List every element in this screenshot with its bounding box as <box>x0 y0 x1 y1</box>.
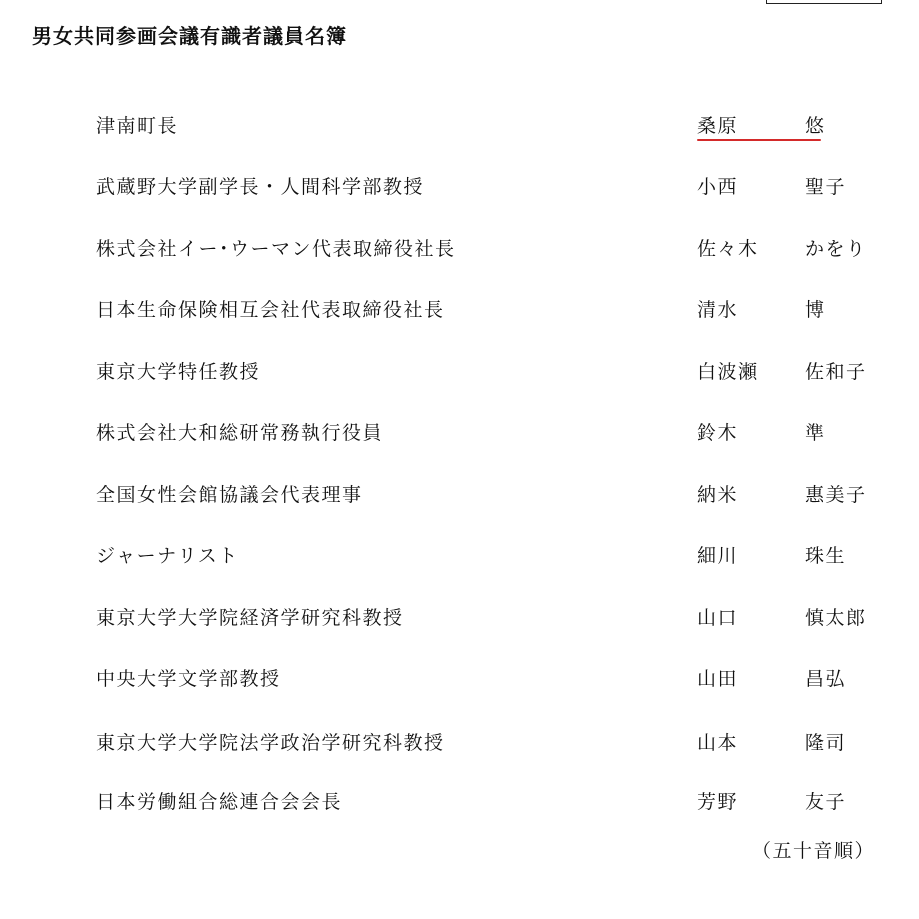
member-position: 株式会社イー･ウーマン代表取締役社長 <box>96 238 456 260</box>
member-surname: 山田 <box>697 668 739 690</box>
member-row <box>0 480 919 510</box>
member-row <box>0 295 919 325</box>
member-position: 日本生命保険相互会社代表取締役社長 <box>96 299 445 321</box>
member-given-name: 友子 <box>805 791 847 813</box>
member-position: 東京大学特任教授 <box>96 361 261 383</box>
member-surname: 山本 <box>697 732 739 754</box>
member-given-name: 聖子 <box>805 176 847 198</box>
member-given-name: 佐和子 <box>805 361 867 383</box>
member-given-name: 隆司 <box>805 732 847 754</box>
member-surname: 佐々木 <box>697 238 759 260</box>
member-given-name: 博 <box>805 299 826 321</box>
member-given-name: 慎太郎 <box>805 607 867 629</box>
member-row <box>0 357 919 387</box>
member-surname: 桑原 <box>697 115 739 137</box>
member-given-name: 珠生 <box>805 545 847 567</box>
member-surname: 山口 <box>697 607 739 629</box>
member-given-name: 昌弘 <box>805 668 847 690</box>
member-surname: 清水 <box>697 299 739 321</box>
member-given-name: 悠 <box>805 115 826 137</box>
member-row <box>0 234 919 264</box>
member-position: 株式会社大和総研常務執行役員 <box>96 422 384 444</box>
member-position: 日本労働組合総連合会会長 <box>96 791 343 813</box>
member-position: 武蔵野大学副学長・人間科学部教授 <box>96 176 425 198</box>
order-note: （五十音順） <box>752 840 876 862</box>
member-position: 全国女性会館協議会代表理事 <box>96 484 363 506</box>
member-surname: 細川 <box>697 545 739 567</box>
red-underline-mark <box>697 139 821 141</box>
member-given-name: 惠美子 <box>805 484 867 506</box>
member-row <box>0 172 919 202</box>
member-surname: 鈴木 <box>697 422 739 444</box>
member-surname: 納米 <box>697 484 739 506</box>
member-position: 津南町長 <box>96 115 179 137</box>
member-row <box>0 728 919 758</box>
member-surname: 白波瀬 <box>697 361 759 383</box>
member-row <box>0 664 919 694</box>
member-row <box>0 418 919 448</box>
member-surname: 小西 <box>697 176 739 198</box>
member-row <box>0 787 919 817</box>
member-row <box>0 111 919 141</box>
member-row <box>0 541 919 571</box>
member-row <box>0 603 919 633</box>
page-title: 男女共同参画会議有識者議員名簿 <box>32 24 347 48</box>
member-position: 中央大学文学部教授 <box>96 668 281 690</box>
member-position: 東京大学大学院法学政治学研究科教授 <box>96 732 445 754</box>
member-position: 東京大学大学院経済学研究科教授 <box>96 607 404 629</box>
member-given-name: かをり <box>805 238 867 260</box>
member-given-name: 準 <box>805 422 826 444</box>
member-surname: 芳野 <box>697 791 739 813</box>
member-position: ジャーナリスト <box>96 545 239 567</box>
